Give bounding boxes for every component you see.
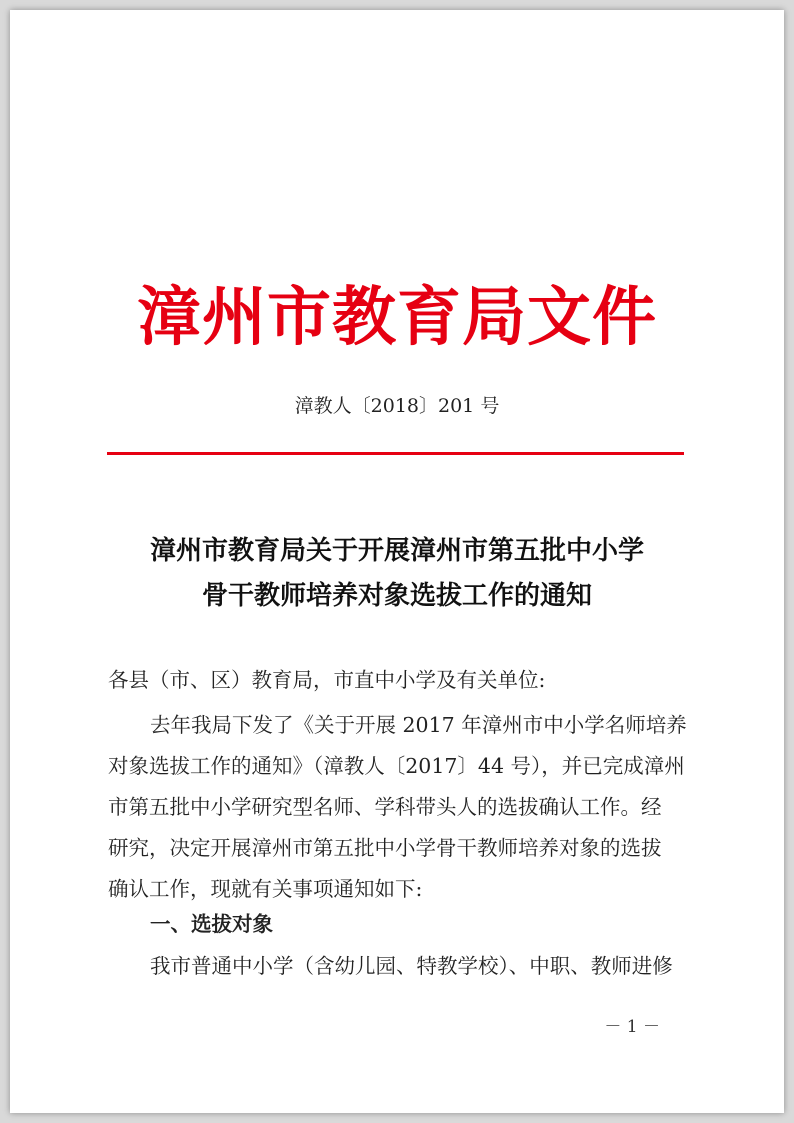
salutation: 各县（市、区）教育局，市直中小学及有关单位: bbox=[108, 668, 546, 692]
section-heading-selection-targets: 一、选拔对象 bbox=[150, 912, 273, 936]
paragraph-line-4: 研究，决定开展漳州市第五批中小学骨干教师培养对象的选拔 bbox=[108, 836, 662, 860]
paragraph-line-1: 去年我局下发了《关于开展 2017 年漳州市中小学名师培养 bbox=[150, 713, 687, 737]
notice-title-line-2: 骨干教师培养对象选拔工作的通知 bbox=[201, 581, 592, 611]
document-page bbox=[10, 10, 784, 1113]
notice-title-line-1: 漳州市教育局关于开展漳州市第五批中小学 bbox=[149, 536, 644, 566]
section-paragraph-line-1: 我市普通中小学（含幼儿园、特教学校）、中职、教师进修 bbox=[150, 954, 673, 978]
paragraph-line-3: 市第五批中小学研究型名师、学科带头人的选拔确认工作。经 bbox=[108, 795, 662, 819]
document-number: 漳教人〔2018〕201 号 bbox=[294, 395, 500, 417]
paragraph-line-2: 对象选拔工作的通知》（漳教人〔2017〕44 号），并已完成漳州 bbox=[108, 754, 685, 778]
red-divider-line bbox=[107, 452, 684, 455]
page-number: － 1 － bbox=[604, 1017, 660, 1037]
paragraph-line-5: 确认工作，现就有关事项通知如下: bbox=[108, 877, 423, 901]
issuing-authority-title: 漳州市教育局文件 bbox=[137, 280, 657, 355]
